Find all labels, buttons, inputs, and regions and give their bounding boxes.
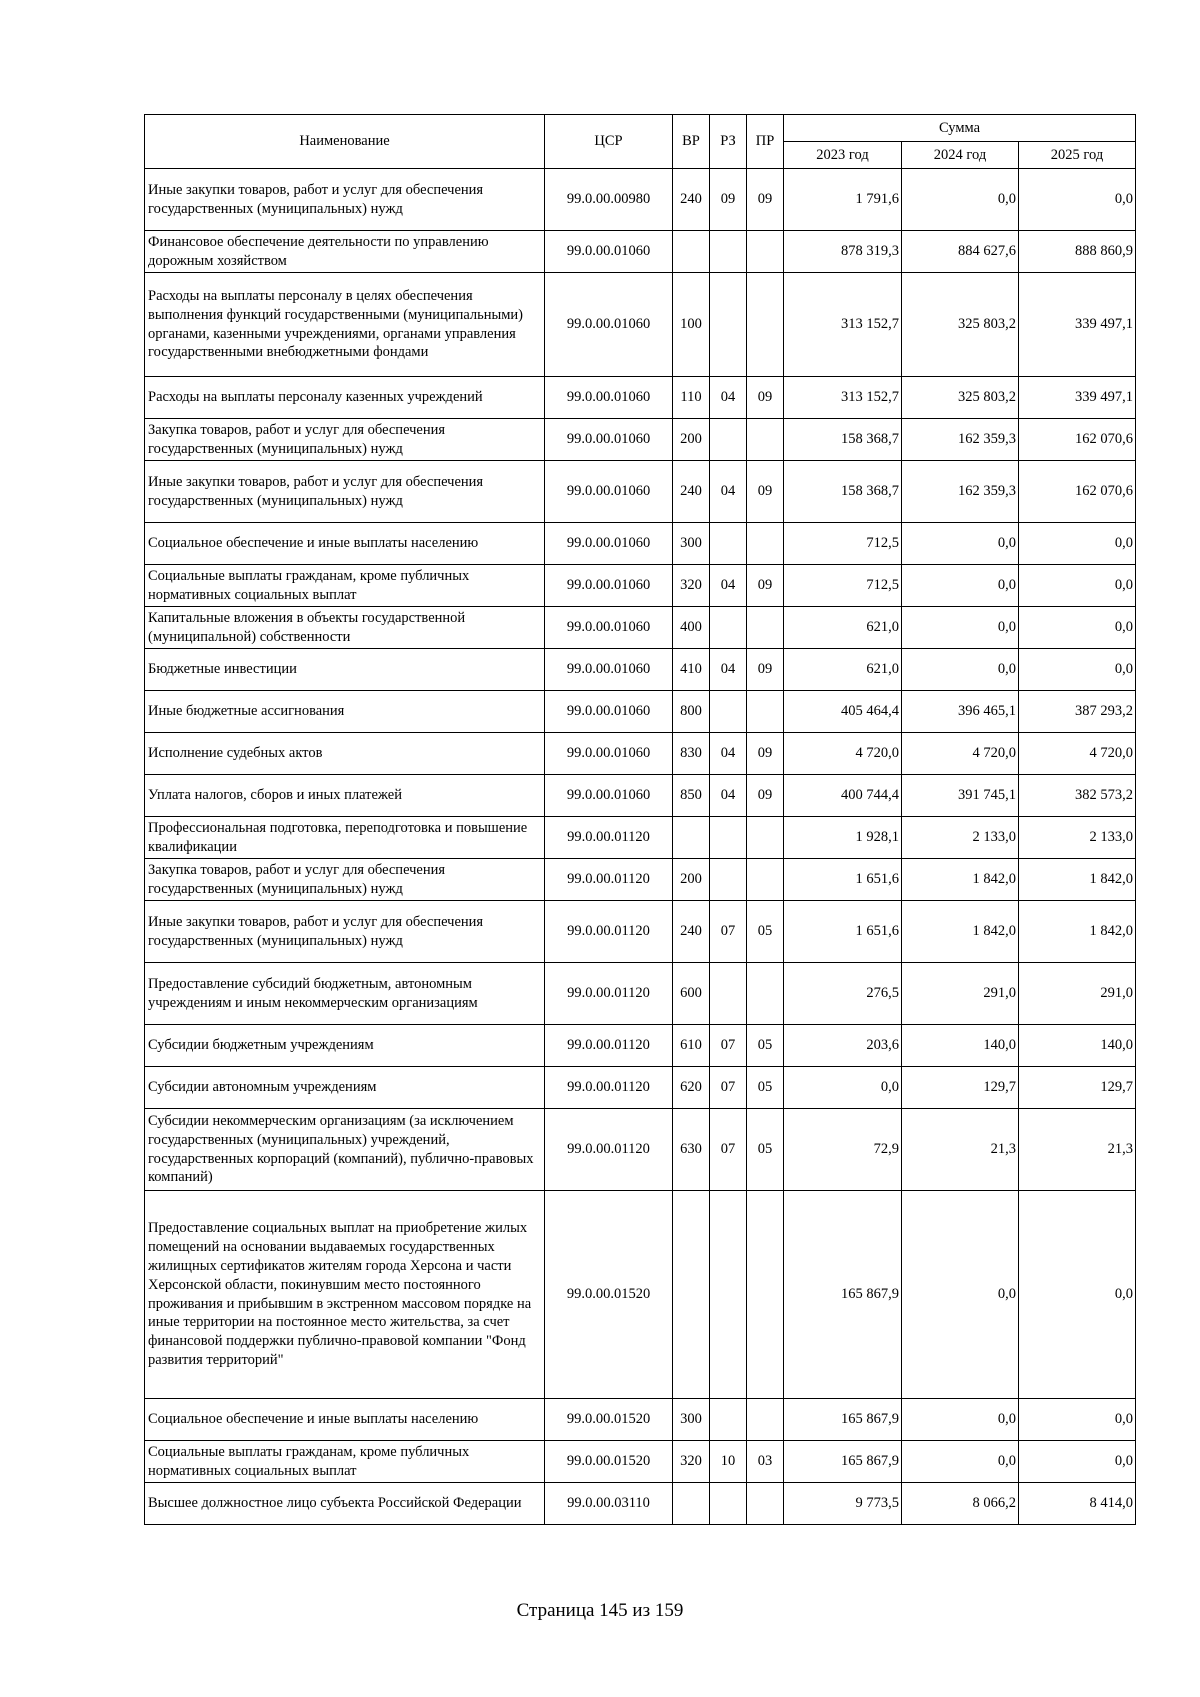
row-name: Финансовое обеспечение деятельности по управлению дорожным хозяйством — [145, 231, 545, 273]
row-rz: 04 — [710, 649, 747, 691]
row-pr — [747, 691, 784, 733]
row-sum-2025: 382 573,2 — [1019, 775, 1136, 817]
row-sum-2024: 0,0 — [902, 523, 1019, 565]
row-sum-2024: 0,0 — [902, 169, 1019, 231]
table-row — [145, 733, 1136, 775]
row-csr: 99.0.00.01060 — [545, 523, 673, 565]
row-csr: 99.0.00.01120 — [545, 1109, 673, 1191]
row-csr: 99.0.00.01060 — [545, 461, 673, 523]
row-csr: 99.0.00.01060 — [545, 231, 673, 273]
row-rz — [710, 419, 747, 461]
row-sum-2023: 165 867,9 — [784, 1191, 902, 1399]
header-csr: ЦСР — [545, 115, 673, 169]
row-pr: 05 — [747, 901, 784, 963]
row-csr: 99.0.00.01520 — [545, 1191, 673, 1399]
row-sum-2024: 4 720,0 — [902, 733, 1019, 775]
row-sum-2024: 129,7 — [902, 1067, 1019, 1109]
row-sum-2024: 0,0 — [902, 565, 1019, 607]
row-vr — [673, 231, 710, 273]
header-year-2025: 2025 год — [1019, 142, 1136, 169]
row-rz: 09 — [710, 169, 747, 231]
row-vr: 600 — [673, 963, 710, 1025]
row-sum-2025: 0,0 — [1019, 1191, 1136, 1399]
row-pr — [747, 419, 784, 461]
row-pr: 09 — [747, 565, 784, 607]
row-sum-2023: 9 773,5 — [784, 1483, 902, 1525]
row-vr: 850 — [673, 775, 710, 817]
row-pr: 05 — [747, 1109, 784, 1191]
row-rz: 07 — [710, 1025, 747, 1067]
row-sum-2023: 400 744,4 — [784, 775, 902, 817]
row-sum-2025: 0,0 — [1019, 565, 1136, 607]
row-sum-2023: 621,0 — [784, 649, 902, 691]
row-sum-2023: 313 152,7 — [784, 377, 902, 419]
row-vr: 200 — [673, 419, 710, 461]
row-sum-2023: 165 867,9 — [784, 1441, 902, 1483]
row-vr — [673, 817, 710, 859]
row-sum-2024: 0,0 — [902, 607, 1019, 649]
table-row — [145, 1191, 1136, 1399]
row-csr: 99.0.00.01120 — [545, 1067, 673, 1109]
row-rz: 07 — [710, 1067, 747, 1109]
row-pr: 05 — [747, 1025, 784, 1067]
row-sum-2024: 0,0 — [902, 1441, 1019, 1483]
row-csr: 99.0.00.01520 — [545, 1441, 673, 1483]
row-sum-2025: 339 497,1 — [1019, 377, 1136, 419]
row-vr: 100 — [673, 273, 710, 377]
row-name: Иные закупки товаров, работ и услуг для обеспечения государственных (муниципальных) нужд — [145, 901, 545, 963]
table-row — [145, 1025, 1136, 1067]
table-row — [145, 377, 1136, 419]
header-rz: РЗ — [710, 115, 747, 169]
row-vr: 240 — [673, 461, 710, 523]
row-pr — [747, 859, 784, 901]
row-sum-2025: 162 070,6 — [1019, 461, 1136, 523]
row-sum-2023: 1 651,6 — [784, 859, 902, 901]
row-sum-2025: 0,0 — [1019, 649, 1136, 691]
table-row — [145, 461, 1136, 523]
row-sum-2025: 140,0 — [1019, 1025, 1136, 1067]
row-sum-2024: 1 842,0 — [902, 859, 1019, 901]
row-vr: 620 — [673, 1067, 710, 1109]
row-name: Предоставление социальных выплат на приобретение жилых помещений на основании выдаваемых государственных жилищных сертификатов жителям города Херсона и части Херсонской области, покинувшим место постоянного проживания и прибывшим в экстренном массовом порядке на иные территории на постоянное место жительства, за счет финансовой поддержки публично-правовой компании "Фонд развития территорий" — [145, 1191, 545, 1399]
row-vr: 300 — [673, 1399, 710, 1441]
row-sum-2023: 158 368,7 — [784, 461, 902, 523]
row-rz — [710, 859, 747, 901]
row-csr: 99.0.00.01060 — [545, 607, 673, 649]
row-pr: 09 — [747, 775, 784, 817]
row-sum-2025: 0,0 — [1019, 169, 1136, 231]
row-rz — [710, 273, 747, 377]
row-vr: 320 — [673, 1441, 710, 1483]
row-sum-2023: 72,9 — [784, 1109, 902, 1191]
row-vr — [673, 1191, 710, 1399]
row-csr: 99.0.00.03110 — [545, 1483, 673, 1525]
row-sum-2025: 888 860,9 — [1019, 231, 1136, 273]
row-sum-2024: 8 066,2 — [902, 1483, 1019, 1525]
row-rz — [710, 691, 747, 733]
row-pr — [747, 231, 784, 273]
row-sum-2025: 339 497,1 — [1019, 273, 1136, 377]
table-body — [145, 169, 1136, 1525]
row-vr: 800 — [673, 691, 710, 733]
row-sum-2024: 2 133,0 — [902, 817, 1019, 859]
row-sum-2025: 291,0 — [1019, 963, 1136, 1025]
row-sum-2025: 4 720,0 — [1019, 733, 1136, 775]
table-row — [145, 607, 1136, 649]
table-row — [145, 565, 1136, 607]
table-row — [145, 1483, 1136, 1525]
row-vr: 240 — [673, 169, 710, 231]
table-row — [145, 1441, 1136, 1483]
table-row — [145, 419, 1136, 461]
row-rz — [710, 1483, 747, 1525]
row-csr: 99.0.00.01060 — [545, 419, 673, 461]
row-sum-2023: 4 720,0 — [784, 733, 902, 775]
row-vr: 830 — [673, 733, 710, 775]
row-csr: 99.0.00.01120 — [545, 859, 673, 901]
row-rz — [710, 1399, 747, 1441]
row-name: Расходы на выплаты персоналу казенных учреждений — [145, 377, 545, 419]
row-rz — [710, 963, 747, 1025]
row-sum-2024: 0,0 — [902, 1399, 1019, 1441]
row-rz — [710, 231, 747, 273]
row-name: Иные бюджетные ассигнования — [145, 691, 545, 733]
row-sum-2025: 8 414,0 — [1019, 1483, 1136, 1525]
header-sum: Сумма — [784, 115, 1136, 142]
row-sum-2023: 203,6 — [784, 1025, 902, 1067]
row-rz — [710, 607, 747, 649]
row-sum-2024: 162 359,3 — [902, 461, 1019, 523]
row-pr: 09 — [747, 649, 784, 691]
row-csr: 99.0.00.01060 — [545, 733, 673, 775]
row-name: Предоставление субсидий бюджетным, автономным учреждениям и иным некоммерческим организациям — [145, 963, 545, 1025]
table-row — [145, 1109, 1136, 1191]
row-pr: 09 — [747, 169, 784, 231]
row-rz — [710, 523, 747, 565]
row-sum-2023: 405 464,4 — [784, 691, 902, 733]
row-name: Субсидии бюджетным учреждениям — [145, 1025, 545, 1067]
table-row — [145, 859, 1136, 901]
header-name: Наименование — [145, 115, 545, 169]
row-vr: 240 — [673, 901, 710, 963]
row-csr: 99.0.00.01120 — [545, 817, 673, 859]
row-vr: 300 — [673, 523, 710, 565]
row-sum-2025: 129,7 — [1019, 1067, 1136, 1109]
row-name: Социальные выплаты гражданам, кроме публичных нормативных социальных выплат — [145, 565, 545, 607]
row-sum-2024: 884 627,6 — [902, 231, 1019, 273]
row-name: Социальное обеспечение и иные выплаты населению — [145, 523, 545, 565]
table-row — [145, 817, 1136, 859]
row-vr: 320 — [673, 565, 710, 607]
row-sum-2023: 1 651,6 — [784, 901, 902, 963]
header-year-2023: 2023 год — [784, 142, 902, 169]
row-vr: 630 — [673, 1109, 710, 1191]
row-rz: 07 — [710, 1109, 747, 1191]
row-csr: 99.0.00.01120 — [545, 1025, 673, 1067]
table-row — [145, 649, 1136, 691]
row-pr — [747, 607, 784, 649]
row-sum-2024: 291,0 — [902, 963, 1019, 1025]
row-csr: 99.0.00.01120 — [545, 963, 673, 1025]
row-name: Иные закупки товаров, работ и услуг для обеспечения государственных (муниципальных) нужд — [145, 461, 545, 523]
row-rz: 04 — [710, 565, 747, 607]
row-sum-2023: 712,5 — [784, 565, 902, 607]
header-year-2024: 2024 год — [902, 142, 1019, 169]
table-row — [145, 1399, 1136, 1441]
row-csr: 99.0.00.00980 — [545, 169, 673, 231]
table-row — [145, 231, 1136, 273]
row-vr: 400 — [673, 607, 710, 649]
row-name: Высшее должностное лицо субъекта Российской Федерации — [145, 1483, 545, 1525]
row-sum-2023: 712,5 — [784, 523, 902, 565]
table-row — [145, 169, 1136, 231]
row-pr — [747, 273, 784, 377]
row-rz: 04 — [710, 775, 747, 817]
row-sum-2025: 0,0 — [1019, 1441, 1136, 1483]
row-name: Социальное обеспечение и иные выплаты населению — [145, 1399, 545, 1441]
row-sum-2023: 276,5 — [784, 963, 902, 1025]
row-sum-2025: 1 842,0 — [1019, 859, 1136, 901]
row-pr: 09 — [747, 461, 784, 523]
row-sum-2025: 387 293,2 — [1019, 691, 1136, 733]
header-pr: ПР — [747, 115, 784, 169]
row-sum-2025: 2 133,0 — [1019, 817, 1136, 859]
row-name: Уплата налогов, сборов и иных платежей — [145, 775, 545, 817]
row-vr: 110 — [673, 377, 710, 419]
row-sum-2023: 1 791,6 — [784, 169, 902, 231]
row-csr: 99.0.00.01520 — [545, 1399, 673, 1441]
row-sum-2024: 162 359,3 — [902, 419, 1019, 461]
row-csr: 99.0.00.01060 — [545, 649, 673, 691]
row-pr: 05 — [747, 1067, 784, 1109]
row-sum-2023: 0,0 — [784, 1067, 902, 1109]
row-sum-2024: 21,3 — [902, 1109, 1019, 1191]
page-number: Страница 145 из 159 — [516, 1600, 684, 1621]
table-row — [145, 901, 1136, 963]
row-csr: 99.0.00.01060 — [545, 273, 673, 377]
row-sum-2025: 21,3 — [1019, 1109, 1136, 1191]
row-sum-2025: 0,0 — [1019, 607, 1136, 649]
row-sum-2025: 0,0 — [1019, 1399, 1136, 1441]
row-sum-2023: 165 867,9 — [784, 1399, 902, 1441]
row-sum-2025: 162 070,6 — [1019, 419, 1136, 461]
row-rz: 10 — [710, 1441, 747, 1483]
row-rz: 04 — [710, 377, 747, 419]
row-vr: 610 — [673, 1025, 710, 1067]
row-name: Субсидии некоммерческим организациям (за исключением государственных (муниципальных) учреждений, государственных корпораций (компаний), публично-правовых компаний) — [145, 1109, 545, 1191]
row-rz: 07 — [710, 901, 747, 963]
row-sum-2024: 396 465,1 — [902, 691, 1019, 733]
row-rz — [710, 817, 747, 859]
row-pr: 03 — [747, 1441, 784, 1483]
row-sum-2023: 1 928,1 — [784, 817, 902, 859]
row-sum-2024: 0,0 — [902, 649, 1019, 691]
table-row — [145, 691, 1136, 733]
row-vr — [673, 1483, 710, 1525]
row-sum-2025: 1 842,0 — [1019, 901, 1136, 963]
row-name: Иные закупки товаров, работ и услуг для обеспечения государственных (муниципальных) нужд — [145, 169, 545, 231]
row-sum-2023: 621,0 — [784, 607, 902, 649]
table-header — [145, 115, 1136, 169]
row-name: Закупка товаров, работ и услуг для обеспечения государственных (муниципальных) нужд — [145, 859, 545, 901]
row-sum-2024: 1 842,0 — [902, 901, 1019, 963]
row-vr: 410 — [673, 649, 710, 691]
row-sum-2023: 158 368,7 — [784, 419, 902, 461]
row-sum-2024: 325 803,2 — [902, 273, 1019, 377]
row-name: Профессиональная подготовка, переподготовка и повышение квалификации — [145, 817, 545, 859]
row-pr: 09 — [747, 733, 784, 775]
row-sum-2024: 325 803,2 — [902, 377, 1019, 419]
row-name: Бюджетные инвестиции — [145, 649, 545, 691]
row-csr: 99.0.00.01060 — [545, 565, 673, 607]
row-name: Расходы на выплаты персоналу в целях обеспечения выполнения функций государственными (муниципальными) органами, казенными учреждениями, органами управления государственными внебюджетными фондами — [145, 273, 545, 377]
row-sum-2023: 313 152,7 — [784, 273, 902, 377]
row-vr: 200 — [673, 859, 710, 901]
row-sum-2024: 140,0 — [902, 1025, 1019, 1067]
row-csr: 99.0.00.01060 — [545, 775, 673, 817]
row-name: Субсидии автономным учреждениям — [145, 1067, 545, 1109]
row-sum-2024: 391 745,1 — [902, 775, 1019, 817]
row-name: Закупка товаров, работ и услуг для обеспечения государственных (муниципальных) нужд — [145, 419, 545, 461]
budget-table — [144, 114, 1136, 1525]
row-csr: 99.0.00.01120 — [545, 901, 673, 963]
row-sum-2023: 878 319,3 — [784, 231, 902, 273]
row-csr: 99.0.00.01060 — [545, 377, 673, 419]
row-sum-2024: 0,0 — [902, 1191, 1019, 1399]
row-pr — [747, 523, 784, 565]
row-pr — [747, 1483, 784, 1525]
row-rz — [710, 1191, 747, 1399]
row-pr — [747, 817, 784, 859]
row-pr: 09 — [747, 377, 784, 419]
row-pr — [747, 963, 784, 1025]
table-row — [145, 1067, 1136, 1109]
row-pr — [747, 1399, 784, 1441]
table-row — [145, 273, 1136, 377]
row-name: Капитальные вложения в объекты государственной (муниципальной) собственности — [145, 607, 545, 649]
row-pr — [747, 1191, 784, 1399]
row-rz: 04 — [710, 733, 747, 775]
row-name: Исполнение судебных актов — [145, 733, 545, 775]
row-rz: 04 — [710, 461, 747, 523]
row-csr: 99.0.00.01060 — [545, 691, 673, 733]
header-vr: ВР — [673, 115, 710, 169]
row-sum-2025: 0,0 — [1019, 523, 1136, 565]
table-row — [145, 963, 1136, 1025]
table-row — [145, 775, 1136, 817]
table-row — [145, 523, 1136, 565]
row-name: Социальные выплаты гражданам, кроме публичных нормативных социальных выплат — [145, 1441, 545, 1483]
